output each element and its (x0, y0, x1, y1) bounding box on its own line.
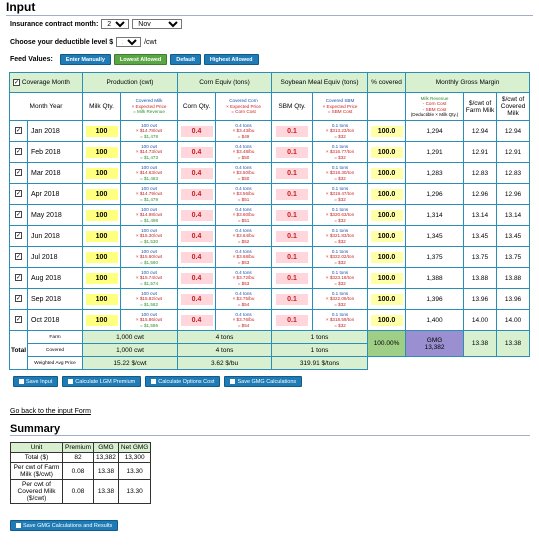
milk-revenue-cell: 100 cwt × $15.74/cwt = $1,574 (121, 268, 178, 289)
save-gmg-calculations-button[interactable]: Save GMG Calculations (224, 376, 302, 387)
pct-covered-input[interactable]: 100.0 (371, 315, 403, 326)
feed-lowest-allowed-button[interactable]: Lowest Allowed (114, 54, 167, 65)
farm-label: Farm (28, 331, 83, 344)
per-cwt-farm-cell: 14.00 (464, 310, 497, 331)
total-pct-covered: 100.00% (368, 331, 406, 357)
summary-row: Per cwt of Farm Milk ($/cwt) 0.08 13.38 13.30 (11, 463, 151, 480)
row-checkbox-cell (10, 268, 28, 289)
corn-qty-input[interactable]: 0.4 (181, 273, 213, 284)
row-checkbox-cell (10, 184, 28, 205)
milk-qty-cell (83, 247, 121, 268)
milk-qty-cell (83, 310, 121, 331)
per-cwt-farm-cell: 13.75 (464, 247, 497, 268)
pct-covered-input[interactable]: 100.0 (371, 231, 403, 242)
covered-sbm-total: 1 tons (272, 344, 368, 357)
per-cwt-covered-header: $/cwt of Covered Milk (497, 93, 530, 121)
milk-revenue-cell: 100 cwt × $15.30/cwt = $1,530 (121, 226, 178, 247)
row-checkbox-cell (10, 121, 28, 142)
per-cwt-farm-cell: 12.96 (464, 184, 497, 205)
pct-covered-input[interactable]: 100.0 (371, 147, 403, 158)
gross-margin-cell: 1,294 (406, 121, 464, 142)
corn-cost-cell: 0.4 tons × $3.75/bu = $54 (216, 289, 272, 310)
sbm-qty-cell (272, 310, 313, 331)
sbm-qty-input[interactable]: 0.1 (276, 294, 308, 305)
total-per-covered: 13.38 (497, 331, 530, 357)
corn-qty-cell (178, 247, 216, 268)
sbm-qty-cell (272, 184, 313, 205)
sbm-cost-cell: 0.1 tons × $323.18/ton = $32 (313, 268, 368, 289)
gross-margin-header: Monthly Gross Margin (406, 73, 530, 93)
table-row (10, 142, 530, 163)
milk-qty-cell (83, 268, 121, 289)
save-input-button[interactable]: Save Input (13, 376, 58, 387)
sbm-qty-input[interactable]: 0.1 (276, 273, 308, 284)
summary-header-net-gmg: Net GMG (118, 443, 150, 453)
table-row (10, 205, 530, 226)
action-buttons (13, 376, 302, 387)
pct-covered-input[interactable]: 100.0 (371, 210, 403, 221)
milk-revenue-cell: 100 cwt × $15.86/cwt = $1,586 (121, 310, 178, 331)
corn-qty-cell (178, 142, 216, 163)
per-cwt-covered-cell: 12.91 (497, 142, 530, 163)
select-all-checkbox[interactable]: ✓ (14, 79, 20, 86)
pct-blank-header (368, 93, 406, 121)
gross-margin-cell: 1,400 (406, 310, 464, 331)
corn-cost-cell: 0.4 tons × $3.50/bu = $50 (216, 163, 272, 184)
sbm-cost-cell: 0.1 tons × $318.30/ton = $32 (313, 163, 368, 184)
milk-qty-cell (83, 142, 121, 163)
feed-default-button[interactable]: Default (170, 54, 201, 65)
covered-sbm-header: Covered SBM × Expected Price = SBM Cost (313, 93, 368, 121)
feed-highest-allowed-button[interactable]: Highest Allowed (204, 54, 259, 65)
pct-covered-cell (368, 247, 406, 268)
farm-sbm-total: 1 tons (272, 331, 368, 344)
gross-margin-cell: 1,291 (406, 142, 464, 163)
corn-qty-cell (178, 226, 216, 247)
corn-cost-cell: 0.4 tons × $3.76/bu = $54 (216, 310, 272, 331)
milk-qty-cell (83, 289, 121, 310)
per-cwt-farm-header: $/cwt of Farm Milk (464, 93, 497, 121)
corn-cost-cell: 0.4 tons × $3.68/bu = $53 (216, 247, 272, 268)
per-cwt-covered-cell: 14.00 (497, 310, 530, 331)
sbm-qty-input[interactable]: 0.1 (276, 252, 308, 263)
coverage-month-header: ✓ Coverage Month (10, 73, 83, 93)
covered-milk-header: Covered Milk × Expected Price = Milk Revenue (121, 93, 178, 121)
summary-header-unit: Unit (11, 443, 63, 453)
milk-revenue-cell: 100 cwt × $14.98/cwt = $1,498 (121, 205, 178, 226)
milk-qty-cell (83, 121, 121, 142)
per-cwt-farm-cell: 12.91 (464, 142, 497, 163)
sbm-cost-cell: 0.1 tons × $319.47/ton = $32 (313, 184, 368, 205)
sbm-cost-cell: 0.1 tons × $316.77/ton = $32 (313, 142, 368, 163)
covered-milk-total: 1,000 cwt (83, 344, 178, 357)
per-cwt-farm-cell: 13.88 (464, 268, 497, 289)
per-cwt-covered-cell: 12.94 (497, 121, 530, 142)
sbm-qty-input[interactable]: 0.1 (276, 168, 308, 179)
milk-qty-cell (83, 226, 121, 247)
month-checkbox[interactable]: ✓ (16, 275, 22, 282)
row-checkbox-cell (10, 310, 28, 331)
sbm-cost-cell: 0.1 tons × $321.83/ton = $32 (313, 226, 368, 247)
summary-row: Per cwt of Covered Milk ($/cwt) 0.08 13.38 13.30 (11, 480, 151, 504)
total-gmg: GMG 13,382 (406, 331, 464, 357)
milk-qty-input[interactable]: 100 (86, 126, 118, 137)
sbm-qty-input[interactable]: 0.1 (276, 126, 308, 137)
calculate-lgm-premium-button[interactable]: Calculate LGM Premium (62, 376, 141, 387)
per-cwt-farm-cell: 12.94 (464, 121, 497, 142)
contract-month-label: Insurance contract month: (10, 20, 99, 28)
pct-covered-cell (368, 268, 406, 289)
sbm-qty-input[interactable]: 0.1 (276, 189, 308, 200)
corn-qty-cell (178, 268, 216, 289)
month-label: Oct 2018 (28, 310, 83, 331)
sbm-qty-cell (272, 163, 313, 184)
deductible-row (10, 37, 157, 47)
sbm-qty-input[interactable]: 0.1 (276, 231, 308, 242)
gross-margin-cell: 1,314 (406, 205, 464, 226)
month-label: Feb 2018 (28, 142, 83, 163)
sbm-qty-cell (272, 226, 313, 247)
page-title: Input (6, 0, 533, 16)
corn-qty-input[interactable]: 0.4 (181, 315, 213, 326)
milk-revenue-cell: 100 cwt × $15.60/cwt = $1,560 (121, 247, 178, 268)
gross-margin-cell: 1,345 (406, 226, 464, 247)
sbm-cost-cell: 0.1 tons × $318.59/ton = $32 (313, 310, 368, 331)
sbm-cost-cell: 0.1 tons × $320.63/ton = $32 (313, 205, 368, 226)
per-cwt-covered-cell: 13.75 (497, 247, 530, 268)
corn-qty-cell (178, 289, 216, 310)
pct-covered-input[interactable]: 100.0 (371, 294, 403, 305)
corn-qty-input[interactable]: 0.4 (181, 126, 213, 137)
month-label: Jul 2018 (28, 247, 83, 268)
corn-qty-header: Corn Qty. (178, 93, 216, 121)
covered-corn-header: Covered Corn × Expected Price = Corn Cost (216, 93, 272, 121)
sbm-cost-cell: 0.1 tons × $313.23/ton = $32 (313, 121, 368, 142)
month-checkbox[interactable]: ✓ (16, 191, 22, 198)
milk-qty-input[interactable]: 100 (86, 147, 118, 158)
row-checkbox-cell (10, 163, 28, 184)
pct-covered-cell (368, 184, 406, 205)
milk-qty-cell (83, 163, 121, 184)
month-label: Jan 2018 (28, 121, 83, 142)
table-row (10, 268, 530, 289)
deductible-unit: /cwt (144, 38, 157, 46)
blank-cell (368, 357, 530, 370)
pct-covered-cell (368, 226, 406, 247)
per-cwt-covered-cell: 12.96 (497, 184, 530, 205)
save-gmg-results-button[interactable]: Save GMG Calculations and Results (10, 520, 118, 531)
pct-covered-input[interactable]: 100.0 (371, 273, 403, 284)
corn-qty-input[interactable]: 0.4 (181, 189, 213, 200)
sbm-cost-cell: 0.1 tons × $322.09/ton = $32 (313, 289, 368, 310)
milk-qty-input[interactable]: 100 (86, 231, 118, 242)
corn-equiv-header: Corn Equiv (tons) (178, 73, 272, 93)
contract-month-select[interactable] (132, 19, 182, 29)
milk-qty-input[interactable]: 100 (86, 294, 118, 305)
row-checkbox-cell (10, 289, 28, 310)
table-row (10, 310, 530, 331)
margin-formula-header: Milk Revenue - Corn Cost - SBM Cost (Deductible × Milk Qty.) (406, 93, 464, 121)
pct-covered-cell (368, 142, 406, 163)
corn-qty-cell (178, 163, 216, 184)
month-year-header: Month Year (10, 93, 83, 121)
pct-covered-cell (368, 163, 406, 184)
month-checkbox[interactable]: ✓ (16, 233, 22, 240)
milk-qty-input[interactable]: 100 (86, 273, 118, 284)
pct-covered-input[interactable]: 100.0 (371, 126, 403, 137)
deductible-select[interactable] (116, 37, 141, 47)
corn-cost-cell: 0.4 tons × $3.48/bu = $50 (216, 142, 272, 163)
wap-corn: 3.62 $/bu (178, 357, 272, 370)
sbm-qty-cell (272, 268, 313, 289)
summary-header-gmg: GMG (94, 443, 119, 453)
per-cwt-farm-cell: 13.14 (464, 205, 497, 226)
table-row (10, 289, 530, 310)
sbm-qty-header: SBM Qty. (272, 93, 313, 121)
pct-covered-input[interactable]: 100.0 (371, 189, 403, 200)
summary-table (10, 442, 151, 504)
feed-values-label: Feed Values: (10, 56, 53, 63)
milk-qty-input[interactable]: 100 (86, 315, 118, 326)
pct-covered-cell (368, 121, 406, 142)
month-label: May 2018 (28, 205, 83, 226)
row-checkbox-cell (10, 247, 28, 268)
milk-qty-input[interactable]: 100 (86, 210, 118, 221)
milk-qty-header: Milk Qty. (83, 93, 121, 121)
table-row (10, 184, 530, 205)
table-row (10, 121, 530, 142)
corn-qty-input[interactable]: 0.4 (181, 252, 213, 263)
corn-cost-cell: 0.4 tons × $3.43/bu = $49 (216, 121, 272, 142)
corn-qty-input[interactable]: 0.4 (181, 294, 213, 305)
summary-row: Total ($) 82 13,382 13,300 (11, 453, 151, 463)
month-label: Mar 2018 (28, 163, 83, 184)
sbm-qty-cell (272, 121, 313, 142)
month-label: Sep 2018 (28, 289, 83, 310)
pct-covered-input[interactable]: 100.0 (371, 168, 403, 179)
month-checkbox[interactable]: ✓ (16, 296, 22, 303)
row-checkbox-cell (10, 142, 28, 163)
row-checkbox-cell (10, 226, 28, 247)
per-cwt-covered-cell: 13.88 (497, 268, 530, 289)
farm-milk-total: 1,000 cwt (83, 331, 178, 344)
sbm-qty-cell (272, 289, 313, 310)
corn-cost-cell: 0.4 tons × $3.60/bu = $51 (216, 205, 272, 226)
gross-margin-cell: 1,296 (406, 184, 464, 205)
covered-corn-total: 4 tons (178, 344, 272, 357)
sbm-qty-input[interactable]: 0.1 (276, 210, 308, 221)
production-header: Production (cwt) (83, 73, 178, 93)
gross-margin-cell: 1,388 (406, 268, 464, 289)
per-cwt-farm-cell: 13.96 (464, 289, 497, 310)
per-cwt-farm-cell: 12.83 (464, 163, 497, 184)
month-label: Apr 2018 (28, 184, 83, 205)
gross-margin-cell: 1,283 (406, 163, 464, 184)
milk-revenue-cell: 100 cwt × $15.82/cwt = $1,582 (121, 289, 178, 310)
month-label: Jun 2018 (28, 226, 83, 247)
milk-revenue-cell: 100 cwt × $14.79/cwt = $1,479 (121, 184, 178, 205)
per-cwt-farm-cell: 13.45 (464, 226, 497, 247)
sbm-qty-input[interactable]: 0.1 (276, 315, 308, 326)
milk-revenue-cell: 100 cwt × $14.78/cwt = $1,478 (121, 121, 178, 142)
month-checkbox[interactable]: ✓ (16, 212, 22, 219)
corn-cost-cell: 0.4 tons × $3.64/bu = $52 (216, 226, 272, 247)
feed-enter-manually-button[interactable]: Enter Manually (60, 54, 111, 65)
total-per-farm: 13.38 (464, 331, 497, 357)
corn-qty-input[interactable]: 0.4 (181, 231, 213, 242)
total-label: Total (10, 331, 28, 370)
per-cwt-covered-cell: 13.45 (497, 226, 530, 247)
contract-year-select[interactable] (101, 19, 129, 29)
summary-title: Summary (10, 423, 530, 436)
milk-qty-cell (83, 184, 121, 205)
month-checkbox[interactable]: ✓ (16, 149, 22, 156)
corn-cost-cell: 0.4 tons × $3.56/bu = $51 (216, 184, 272, 205)
weighted-avg-label: Weighted Avg Price (28, 357, 83, 370)
wap-milk: 15.22 $/cwt (83, 357, 178, 370)
sbm-cost-cell: 0.1 tons × $322.02/ton = $32 (313, 247, 368, 268)
back-to-input-link[interactable]: Go back to the input Form (10, 408, 91, 415)
pct-covered-input[interactable]: 100.0 (371, 252, 403, 263)
milk-qty-input[interactable]: 100 (86, 252, 118, 263)
corn-qty-cell (178, 205, 216, 226)
per-cwt-covered-cell: 13.14 (497, 205, 530, 226)
month-checkbox[interactable]: ✓ (16, 170, 22, 177)
covered-label: Covered (28, 344, 83, 357)
sbm-qty-input[interactable]: 0.1 (276, 147, 308, 158)
corn-qty-cell (178, 310, 216, 331)
per-cwt-covered-cell: 12.83 (497, 163, 530, 184)
table-row (10, 247, 530, 268)
deductible-label: Choose your deductible level $ (10, 38, 114, 46)
corn-qty-input[interactable]: 0.4 (181, 210, 213, 221)
summary-header-premium: Premium (63, 443, 94, 453)
month-checkbox[interactable]: ✓ (16, 254, 22, 261)
farm-corn-total: 4 tons (178, 331, 272, 344)
month-checkbox[interactable]: ✓ (16, 128, 22, 135)
pct-covered-cell (368, 289, 406, 310)
sbm-qty-cell (272, 247, 313, 268)
month-checkbox[interactable]: ✓ (16, 317, 22, 324)
gross-margin-cell: 1,375 (406, 247, 464, 268)
milk-qty-input[interactable]: 100 (86, 189, 118, 200)
milk-qty-cell (83, 205, 121, 226)
table-row (10, 163, 530, 184)
feed-values-row (10, 54, 259, 65)
calculate-options-cost-button[interactable]: Calculate Options Cost (145, 376, 220, 387)
wap-sbm: 319.91 $/tons (272, 357, 368, 370)
corn-qty-input[interactable]: 0.4 (181, 168, 213, 179)
gross-margin-cell: 1,396 (406, 289, 464, 310)
month-label: Aug 2018 (28, 268, 83, 289)
sbm-qty-cell (272, 205, 313, 226)
milk-revenue-cell: 100 cwt × $14.63/cwt = $1,463 (121, 163, 178, 184)
milk-revenue-cell: 100 cwt × $14.73/cwt = $1,473 (121, 142, 178, 163)
corn-qty-cell (178, 184, 216, 205)
sbm-equiv-header: Soybean Meal Equiv (tons) (272, 73, 368, 93)
table-row (10, 226, 530, 247)
milk-qty-input[interactable]: 100 (86, 168, 118, 179)
pct-covered-header: % covered (368, 73, 406, 93)
corn-cost-cell: 0.4 tons × $3.72/bu = $53 (216, 268, 272, 289)
corn-qty-input[interactable]: 0.4 (181, 147, 213, 158)
pct-covered-cell (368, 205, 406, 226)
corn-qty-cell (178, 121, 216, 142)
coverage-table (9, 72, 530, 370)
sbm-qty-cell (272, 142, 313, 163)
contract-month-row (10, 19, 182, 29)
per-cwt-covered-cell: 13.96 (497, 289, 530, 310)
pct-covered-cell (368, 310, 406, 331)
row-checkbox-cell (10, 205, 28, 226)
